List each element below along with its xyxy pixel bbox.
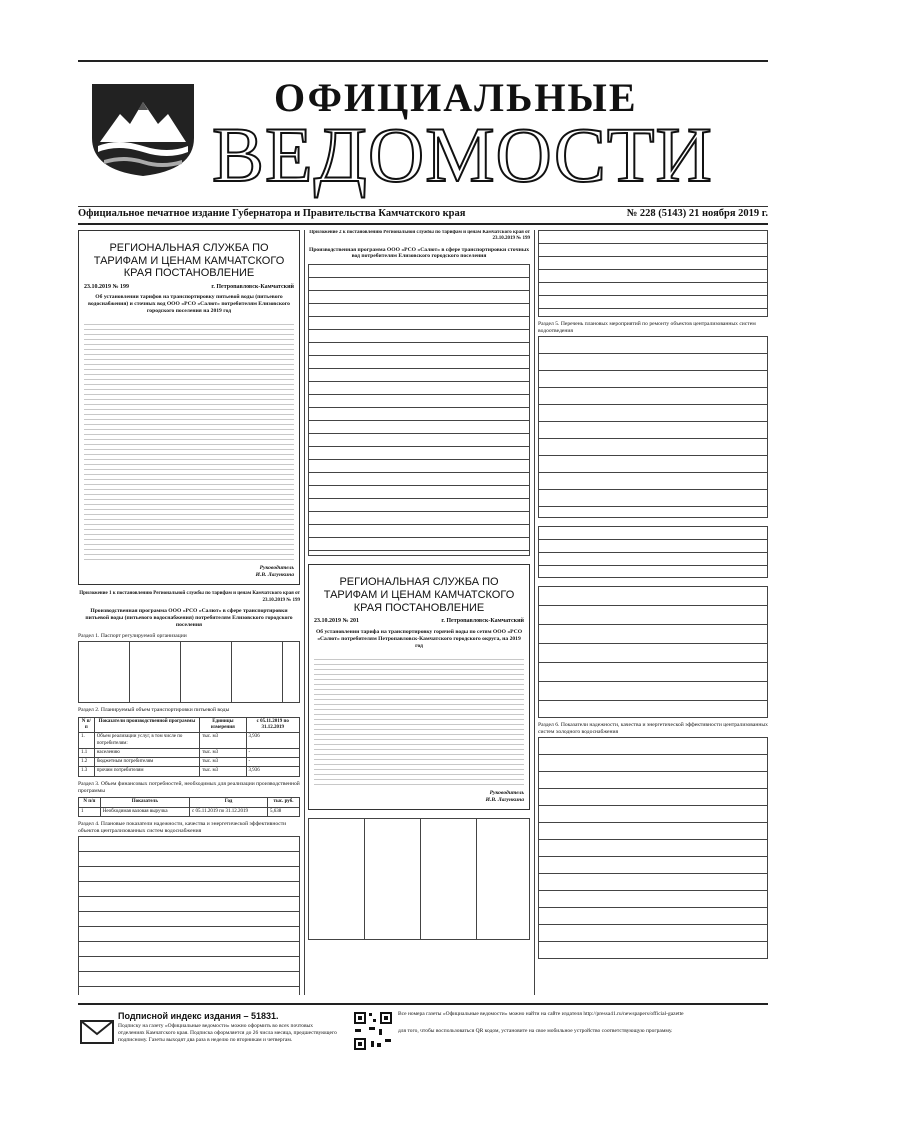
doc1-place: г. Петропавловск-Камчатский — [211, 283, 294, 290]
reliability-table — [538, 737, 768, 959]
column-divider — [304, 230, 305, 995]
masthead-line1: ОФИЦИАЛЬНЫЕ — [274, 75, 638, 120]
column-divider — [534, 230, 535, 995]
section-1-title: Раздел 1. Паспорт регулируемой организации — [78, 632, 187, 639]
table-row: 1. Объем реализации услуг, в том числе по потребителям: тыс. м3 3,936 — [79, 733, 300, 749]
appendix2-title: Приложение 2 к постановлению Региональной службы по тарифам и ценам Камчатского края от 23.10.2019 № 199 — [309, 230, 530, 242]
column-1 — [78, 230, 300, 995]
doc1-body-text — [84, 320, 294, 560]
kamchatka-coat-of-arms — [84, 80, 202, 178]
doc1-dateline — [84, 284, 294, 292]
doc2-title: Об установлении тарифа на транспортировку горячей воды по сетям ООО «РСО «Салют» потребителям Петропавловск-Камчатского городского округа, на 2019 год — [315, 628, 523, 649]
doc1-signer-role: Руководитель — [259, 565, 294, 572]
subscription-text: Подписку на газету «Официальные ведомости» можно оформить во всех почтовых отделениях Камчатского края. Подписка оформляется до 26 числа месяца, предшествующего подписному. Газеты выходят два раза в неделю по вторникам и четвергам. — [118, 1023, 337, 1044]
section-6-title: Раздел 6. Показатели надежности, качества и энергетической эффективности централизованных систем холодного водоснабжения — [538, 721, 768, 735]
finance-table: N п/п Показатель Год тыс. руб. 1 Необходимая валовая выручка с 05.11.2019 по 31.12.2019 5,638 — [78, 797, 300, 817]
column-2 — [308, 230, 530, 995]
doc2-body-text — [314, 655, 524, 785]
envelope-icon — [78, 1013, 116, 1049]
newspaper-page — [78, 60, 768, 1090]
passport-table-2 — [308, 818, 530, 940]
doc1-title: Об установлении тарифов на транспортировку питьевой воды (питьевого водоснабжения) и сточных вод ООО «РСО «Салют» потребителям Елизовского городского поселения на 2019 год — [88, 294, 290, 315]
resolution-199 — [78, 230, 300, 585]
section-3-title: Раздел 3. Объем финансовых потребностей, необходимых для реализации производственной программы — [78, 780, 300, 794]
masthead-line2: ВЕДОМОСТИ — [212, 111, 713, 198]
table-row: 1 Необходимая валовая выручка с 05.11.2019 по 31.12.2019 5,638 — [79, 807, 300, 816]
schedule-table — [538, 586, 768, 718]
doc1-heading: РЕГИОНАЛЬНАЯ СЛУЖБА ПО ТАРИФАМ И ЦЕНАМ КАМЧАТСКОГО КРАЯ ПОСТАНОВЛЕНИЕ — [93, 242, 285, 280]
footer-qr-info: для того, чтобы воспользоваться QR кодом, установите на свое мобильное устройство соответствующую программу. — [398, 1028, 673, 1035]
volume-table: N п/п Показатели производственной программы Единицы измерения с 05.11.2019 по 31.12.2019 1. Объем реализации услуг, в том числе по потребителям: тыс. м3 3,936 1.1 населению тыс. м3 - 1.2 бюджетным потребителям тыс. м3 - 1.3 прочим потребителям тыс. м3 3,936 — [78, 717, 300, 777]
doc1-date: 23.10.2019 № 199 — [84, 283, 130, 290]
appendix1-title: Приложение 1 к постановлению Региональной службы по тарифам и ценам Камчатского края от 23.10.2019 № 199 — [79, 591, 300, 603]
passport-table — [78, 641, 300, 703]
doc2-place: г. Петропавловск-Камчатский — [441, 618, 524, 625]
repair-measures-table — [538, 336, 768, 518]
column-3 — [538, 230, 768, 995]
footer-website-text — [398, 1011, 768, 1035]
doc2-signer: И.В. Лагункина — [485, 796, 524, 803]
table-row: 1.3 прочим потребителям тыс. м3 3,936 — [79, 767, 300, 776]
indicators-table — [78, 836, 300, 995]
footer-site-info: Все номера газеты «Официальные ведомости» можно найти на сайте издателя http://pressa41.ru/newspapers/official-gazette — [398, 1011, 684, 1017]
section-2-title: Раздел 2. Планируемый объем транспортировки питьевой воды — [78, 706, 230, 713]
hot-water-finance-table — [538, 526, 768, 578]
table-row: 1.1 населению тыс. м3 - — [79, 748, 300, 757]
section-5-title: Раздел 5. Перечень плановых мероприятий по ремонту объектов централизованных систем водоотведения — [538, 321, 756, 334]
doc1-signer: И.В. Лагункина — [255, 572, 294, 579]
sewage-tables — [308, 264, 530, 556]
issue-number-date: № 228 (5143) 21 ноября 2019 г. — [626, 208, 768, 219]
doc2-date: 23.10.2019 № 201 — [314, 618, 360, 625]
doc2-dateline — [314, 618, 524, 626]
top-rule — [78, 60, 768, 62]
doc2-signer-role: Руководитель — [489, 789, 524, 796]
publication-subtitle: Официальное печатное издание Губернатора и Правительства Камчатского края — [78, 208, 466, 219]
appendix2-program: Производственная программа ООО «РСО «Салют» в сфере транспортировки сточных вод потребителям Елизовского городского поселения — [308, 246, 530, 260]
subscription-index: Подписной индекс издания – 51831. — [118, 1011, 279, 1021]
section-4-title: Раздел 4. Плановые показатели надежности, качества и энергетической эффективности объектов централизованных систем водоснабжения — [78, 820, 287, 834]
resolution-201 — [308, 564, 530, 809]
table-row: 1.2 бюджетным потребителям тыс. м3 - — [79, 758, 300, 767]
hot-water-volume-table — [538, 230, 768, 317]
appendix1-program: Производственная программа ООО «РСО «Салют» в сфере транспортировки питьевой воды (питьевого водоснабжения) потребителям Елизовского городского поселения — [85, 607, 293, 628]
qr-code-icon — [353, 1011, 393, 1051]
doc2-heading: РЕГИОНАЛЬНАЯ СЛУЖБА ПО ТАРИФАМ И ЦЕНАМ КАМЧАТСКОГО КРАЯ ПОСТАНОВЛЕНИЕ — [323, 576, 515, 614]
